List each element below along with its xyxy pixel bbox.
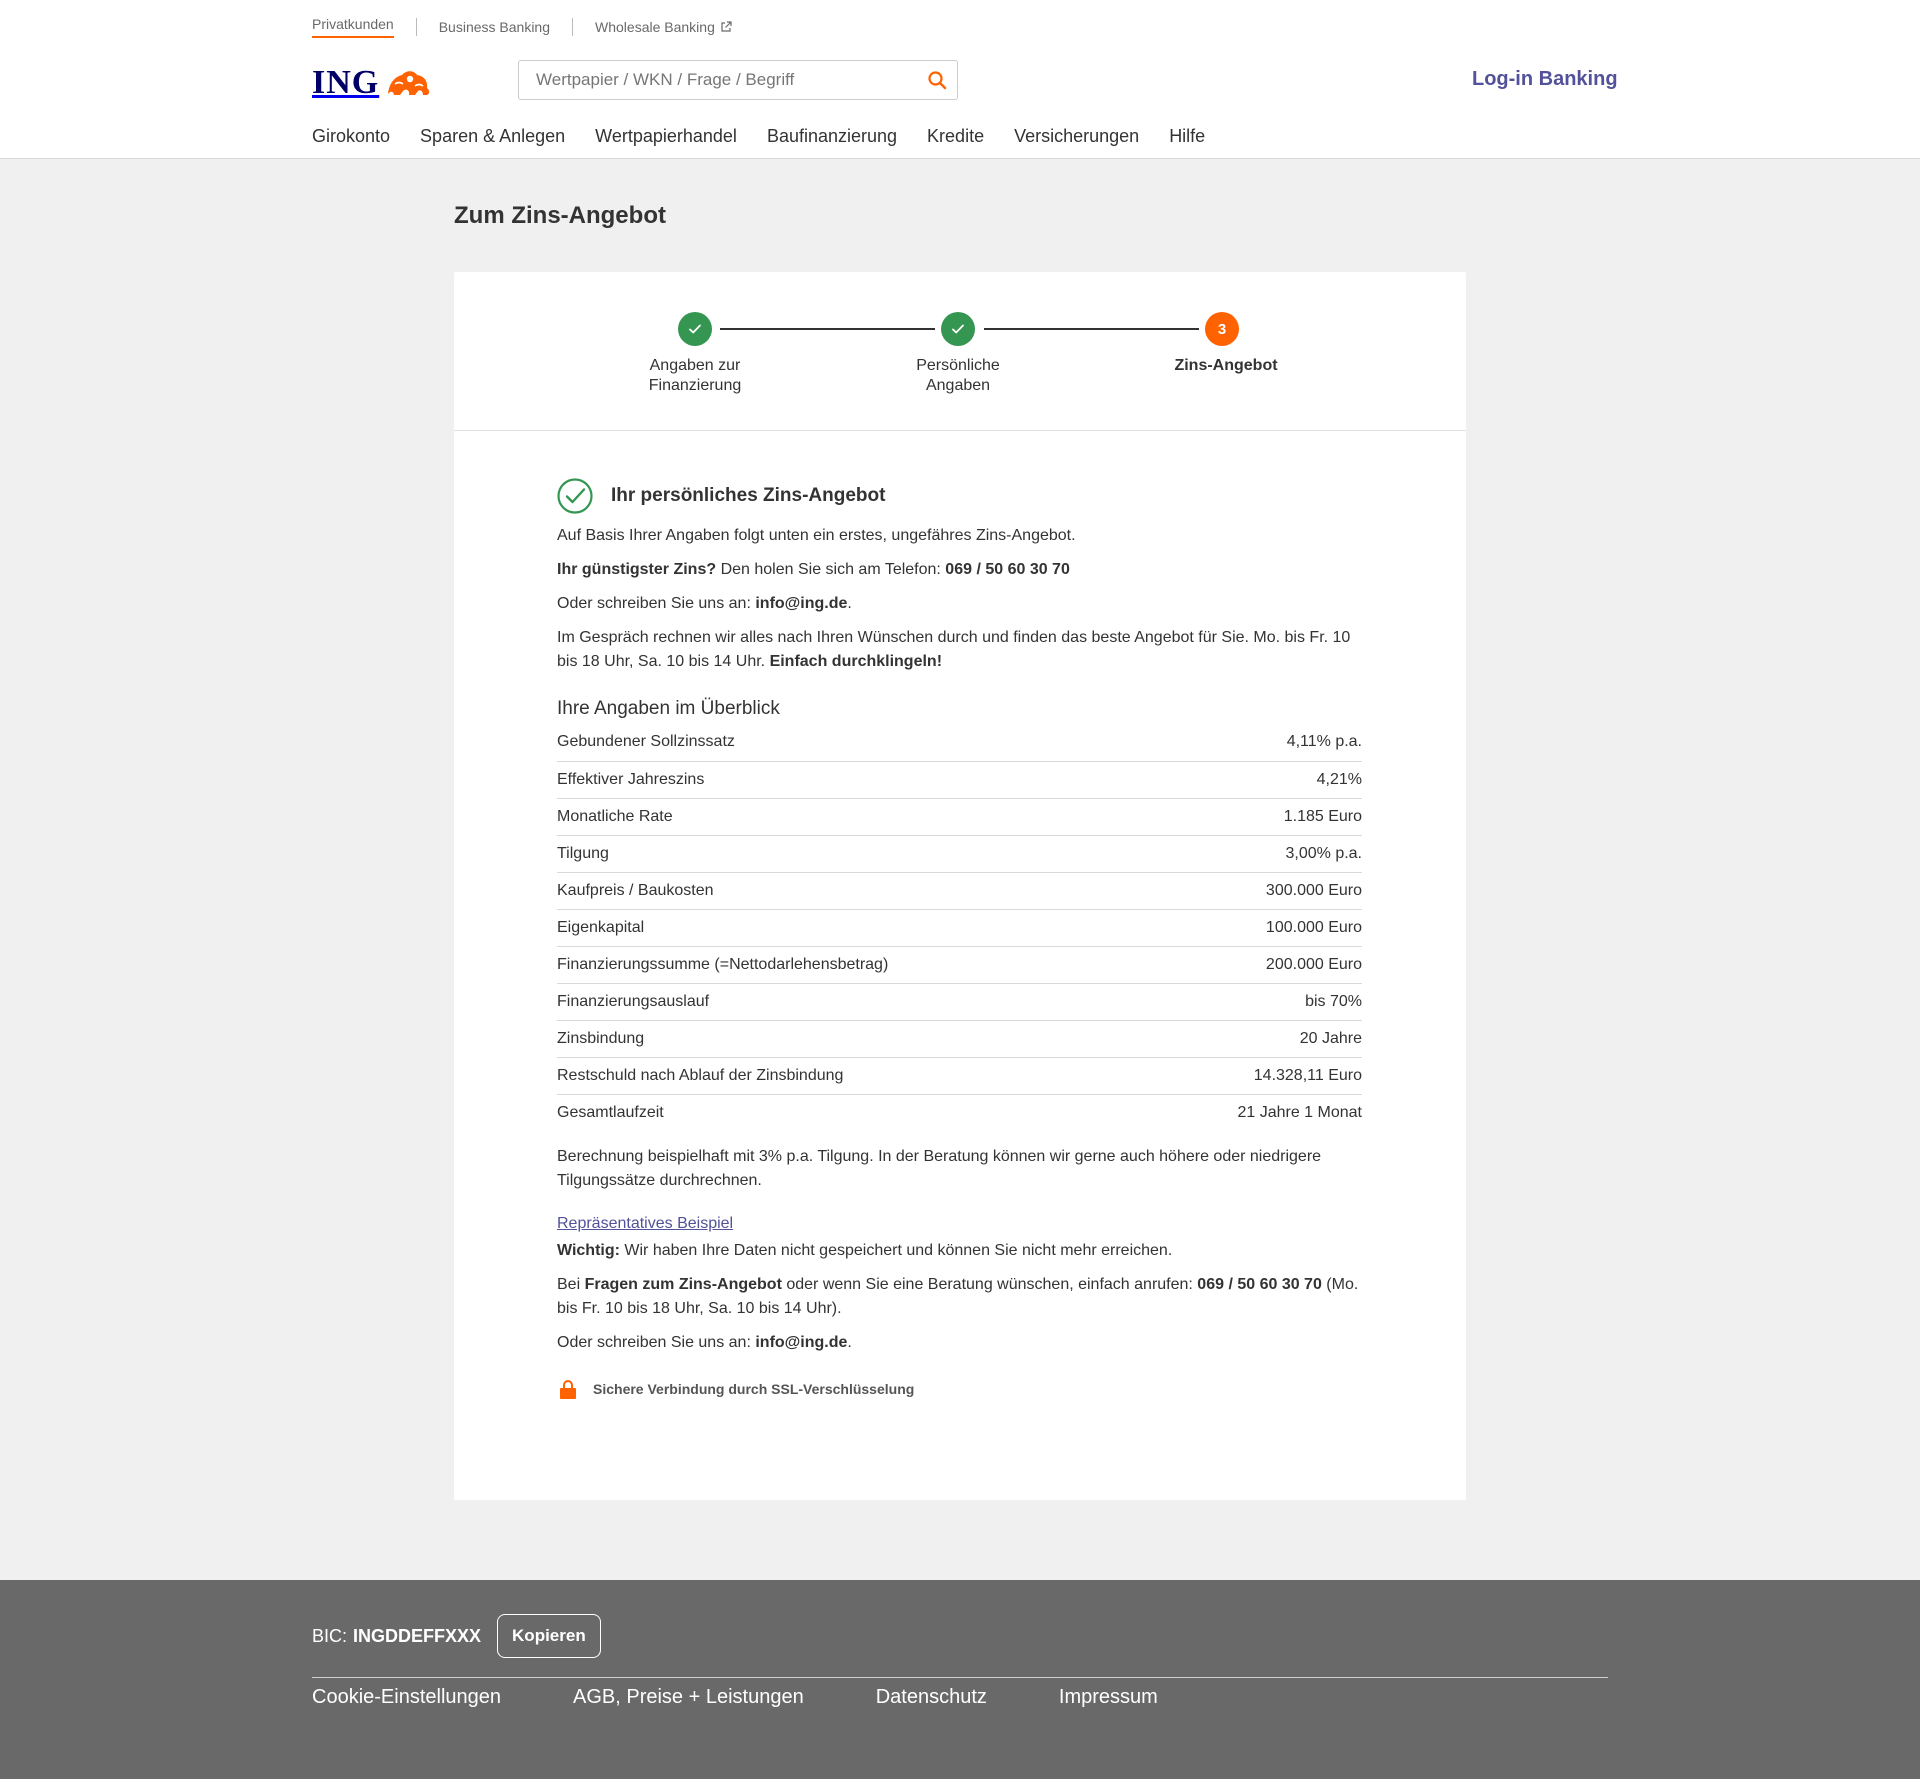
- important-note: Wichtig: Wir haben Ihre Daten nicht gespeichert und können Sie nicht mehr erreichen.: [557, 1242, 1173, 1259]
- row-value: 100.000 Euro: [1265, 918, 1362, 936]
- bic-label: BIC:: [312, 1625, 348, 1646]
- search-icon: [927, 70, 947, 90]
- nav-girokonto[interactable]: Girokonto: [312, 126, 391, 146]
- table-row: [557, 872, 1362, 909]
- write-us-text: Oder schreiben Sie uns an: info@ing.de.: [557, 1334, 852, 1351]
- row-value: 4,11% p.a.: [1286, 733, 1362, 751]
- segment-divider: [572, 18, 573, 36]
- step-2-label: Persönliche Angaben: [916, 357, 1000, 394]
- row-value: 4,21%: [1316, 770, 1362, 788]
- row-label: Gebundener Sollzinssatz: [557, 733, 735, 751]
- offer-intro: Auf Basis Ihrer Angaben folgt unten ein erstes, ungefähres Zins-Angebot.: [557, 527, 1076, 544]
- row-label: Monatliche Rate: [557, 807, 673, 825]
- row-value: 3,00% p.a.: [1285, 844, 1362, 862]
- segment-wholesale-label: Wholesale Banking: [595, 19, 715, 35]
- row-label: Effektiver Jahreszins: [557, 770, 705, 788]
- step-3-label: Zins-Angebot: [1174, 357, 1278, 374]
- offer-card: [454, 272, 1466, 1500]
- segment-privatkunden[interactable]: Privatkunden: [312, 16, 394, 38]
- step-connector: [984, 328, 1199, 330]
- footer-divider: [312, 1677, 1608, 1678]
- segment-wholesale-banking[interactable]: [595, 19, 732, 35]
- phone-number: 069 / 50 60 30 70: [945, 561, 1070, 578]
- row-label: Finanzierungsauslauf: [557, 992, 710, 1010]
- ing-lion-icon: [385, 68, 431, 98]
- row-value: bis 70%: [1305, 992, 1362, 1010]
- logo-text: ING: [312, 64, 380, 101]
- consultation-text: Im Gespräch rechnen wir alles nach Ihren Wünschen durch und finden das beste Angebot für Sie. Mo. bis Fr. 10 bis 18 Uhr, Sa. 10 bis 14 Uhr. Einfach durchklingeln!: [557, 629, 1351, 670]
- segment-nav: [312, 16, 732, 38]
- table-row: [557, 1057, 1362, 1094]
- table-row: [557, 1094, 1362, 1131]
- write-us-text: Oder schreiben Sie uns an: info@ing.de.: [557, 595, 852, 612]
- row-label: Eigenkapital: [557, 918, 645, 936]
- overview-title: Ihre Angaben im Überblick: [557, 698, 780, 719]
- row-value: 1.185 Euro: [1283, 807, 1362, 825]
- email-address: info@ing.de: [755, 595, 848, 612]
- row-label: Zinsbindung: [557, 1029, 645, 1047]
- site-header: [0, 0, 1920, 159]
- row-value: 300.000 Euro: [1265, 881, 1362, 899]
- row-value: 20 Jahre: [1299, 1029, 1362, 1047]
- footer-link-datenschutz[interactable]: Datenschutz: [875, 1686, 987, 1708]
- search-box: [518, 60, 958, 100]
- table-row: [557, 798, 1362, 835]
- login-banking-link[interactable]: Log-in Banking: [1472, 68, 1618, 90]
- bic-row: [312, 1614, 601, 1658]
- nav-hilfe[interactable]: Hilfe: [1169, 126, 1206, 146]
- nav-wertpapierhandel[interactable]: Wertpapierhandel: [595, 126, 737, 146]
- table-row: [557, 724, 1362, 761]
- check-circle-icon: [557, 478, 593, 514]
- step-3-active: 3: [1205, 312, 1239, 346]
- page-title: Zum Zins-Angebot: [454, 202, 666, 229]
- ing-logo[interactable]: [312, 64, 431, 102]
- row-label: Restschuld nach Ablauf der Zinsbindung: [557, 1066, 844, 1084]
- bic-value: INGDDEFFXXX: [353, 1625, 482, 1646]
- lock-icon: [559, 1379, 577, 1399]
- best-rate-text: Ihr günstigster Zins? Den holen Sie sich am Telefon: 069 / 50 60 30 70: [557, 561, 1070, 578]
- nav-kredite[interactable]: Kredite: [927, 126, 985, 146]
- offer-heading: Ihr persönliches Zins-Angebot: [611, 485, 886, 506]
- offer-header: [557, 478, 1362, 514]
- step-2-done: [941, 312, 975, 346]
- row-label: Tilgung: [557, 844, 609, 862]
- main-nav: [312, 126, 1235, 147]
- step-1-label: Angaben zur Finanzierung: [648, 357, 742, 394]
- phone-number: 069 / 50 60 30 70: [1197, 1276, 1322, 1293]
- row-label: Finanzierungssumme (=Nettodarlehensbetrag): [557, 955, 889, 973]
- table-row: [557, 835, 1362, 872]
- table-row: [557, 946, 1362, 983]
- step-connector: [720, 328, 935, 330]
- offer-content: [557, 478, 1362, 1399]
- ssl-notice: [557, 1379, 1362, 1399]
- nav-versicherungen[interactable]: Versicherungen: [1014, 126, 1140, 146]
- copy-bic-button[interactable]: Kopieren: [497, 1614, 601, 1658]
- table-row: [557, 1020, 1362, 1057]
- check-icon: [950, 321, 966, 337]
- row-value: 200.000 Euro: [1265, 955, 1362, 973]
- representative-example-link[interactable]: Repräsentatives Beispiel: [557, 1215, 734, 1232]
- row-label: Kaufpreis / Baukosten: [557, 881, 714, 899]
- step-1-done: [678, 312, 712, 346]
- site-footer: [0, 1580, 1920, 1779]
- footer-link-agb[interactable]: AGB, Preise + Leistungen: [573, 1686, 804, 1708]
- check-icon: [687, 321, 703, 337]
- questions-note: Bei Fragen zum Zins-Angebot oder wenn Sie eine Beratung wünschen, einfach anrufen: 069 / 50 60 30 70 (Mo. bis Fr. 10 bis 18 Uhr, Sa. 10 bis 14 Uhr).: [557, 1276, 1359, 1317]
- row-label: Gesamtlaufzeit: [557, 1103, 664, 1121]
- footer-links: [312, 1686, 1230, 1709]
- search-input[interactable]: [519, 61, 917, 99]
- row-value: 21 Jahre 1 Monat: [1237, 1103, 1362, 1121]
- footer-link-cookie-settings[interactable]: Cookie-Einstellungen: [312, 1686, 502, 1708]
- row-value: 14.328,11 Euro: [1253, 1066, 1362, 1084]
- segment-business-banking[interactable]: Business Banking: [438, 19, 551, 35]
- table-row: [557, 909, 1362, 946]
- email-address: info@ing.de: [755, 1334, 848, 1351]
- footer-link-impressum[interactable]: Impressum: [1058, 1686, 1158, 1708]
- nav-baufinanzierung[interactable]: Baufinanzierung: [766, 126, 898, 146]
- table-row: [557, 983, 1362, 1020]
- ssl-text: Sichere Verbindung durch SSL-Verschlüsselung: [593, 1381, 915, 1397]
- search-button[interactable]: [917, 61, 957, 99]
- external-link-icon: [720, 21, 732, 33]
- calculation-note: Berechnung beispielhaft mit 3% p.a. Tilgung. In der Beratung können wir gerne auch höhere oder niedrigere Tilgungssätze durchrechnen.: [557, 1148, 1322, 1189]
- nav-sparen-anlegen[interactable]: Sparen & Anlegen: [420, 126, 566, 146]
- overview-table: [557, 724, 1362, 1131]
- segment-divider: [416, 18, 417, 36]
- progress-stepper: [454, 272, 1466, 431]
- table-row: [557, 761, 1362, 798]
